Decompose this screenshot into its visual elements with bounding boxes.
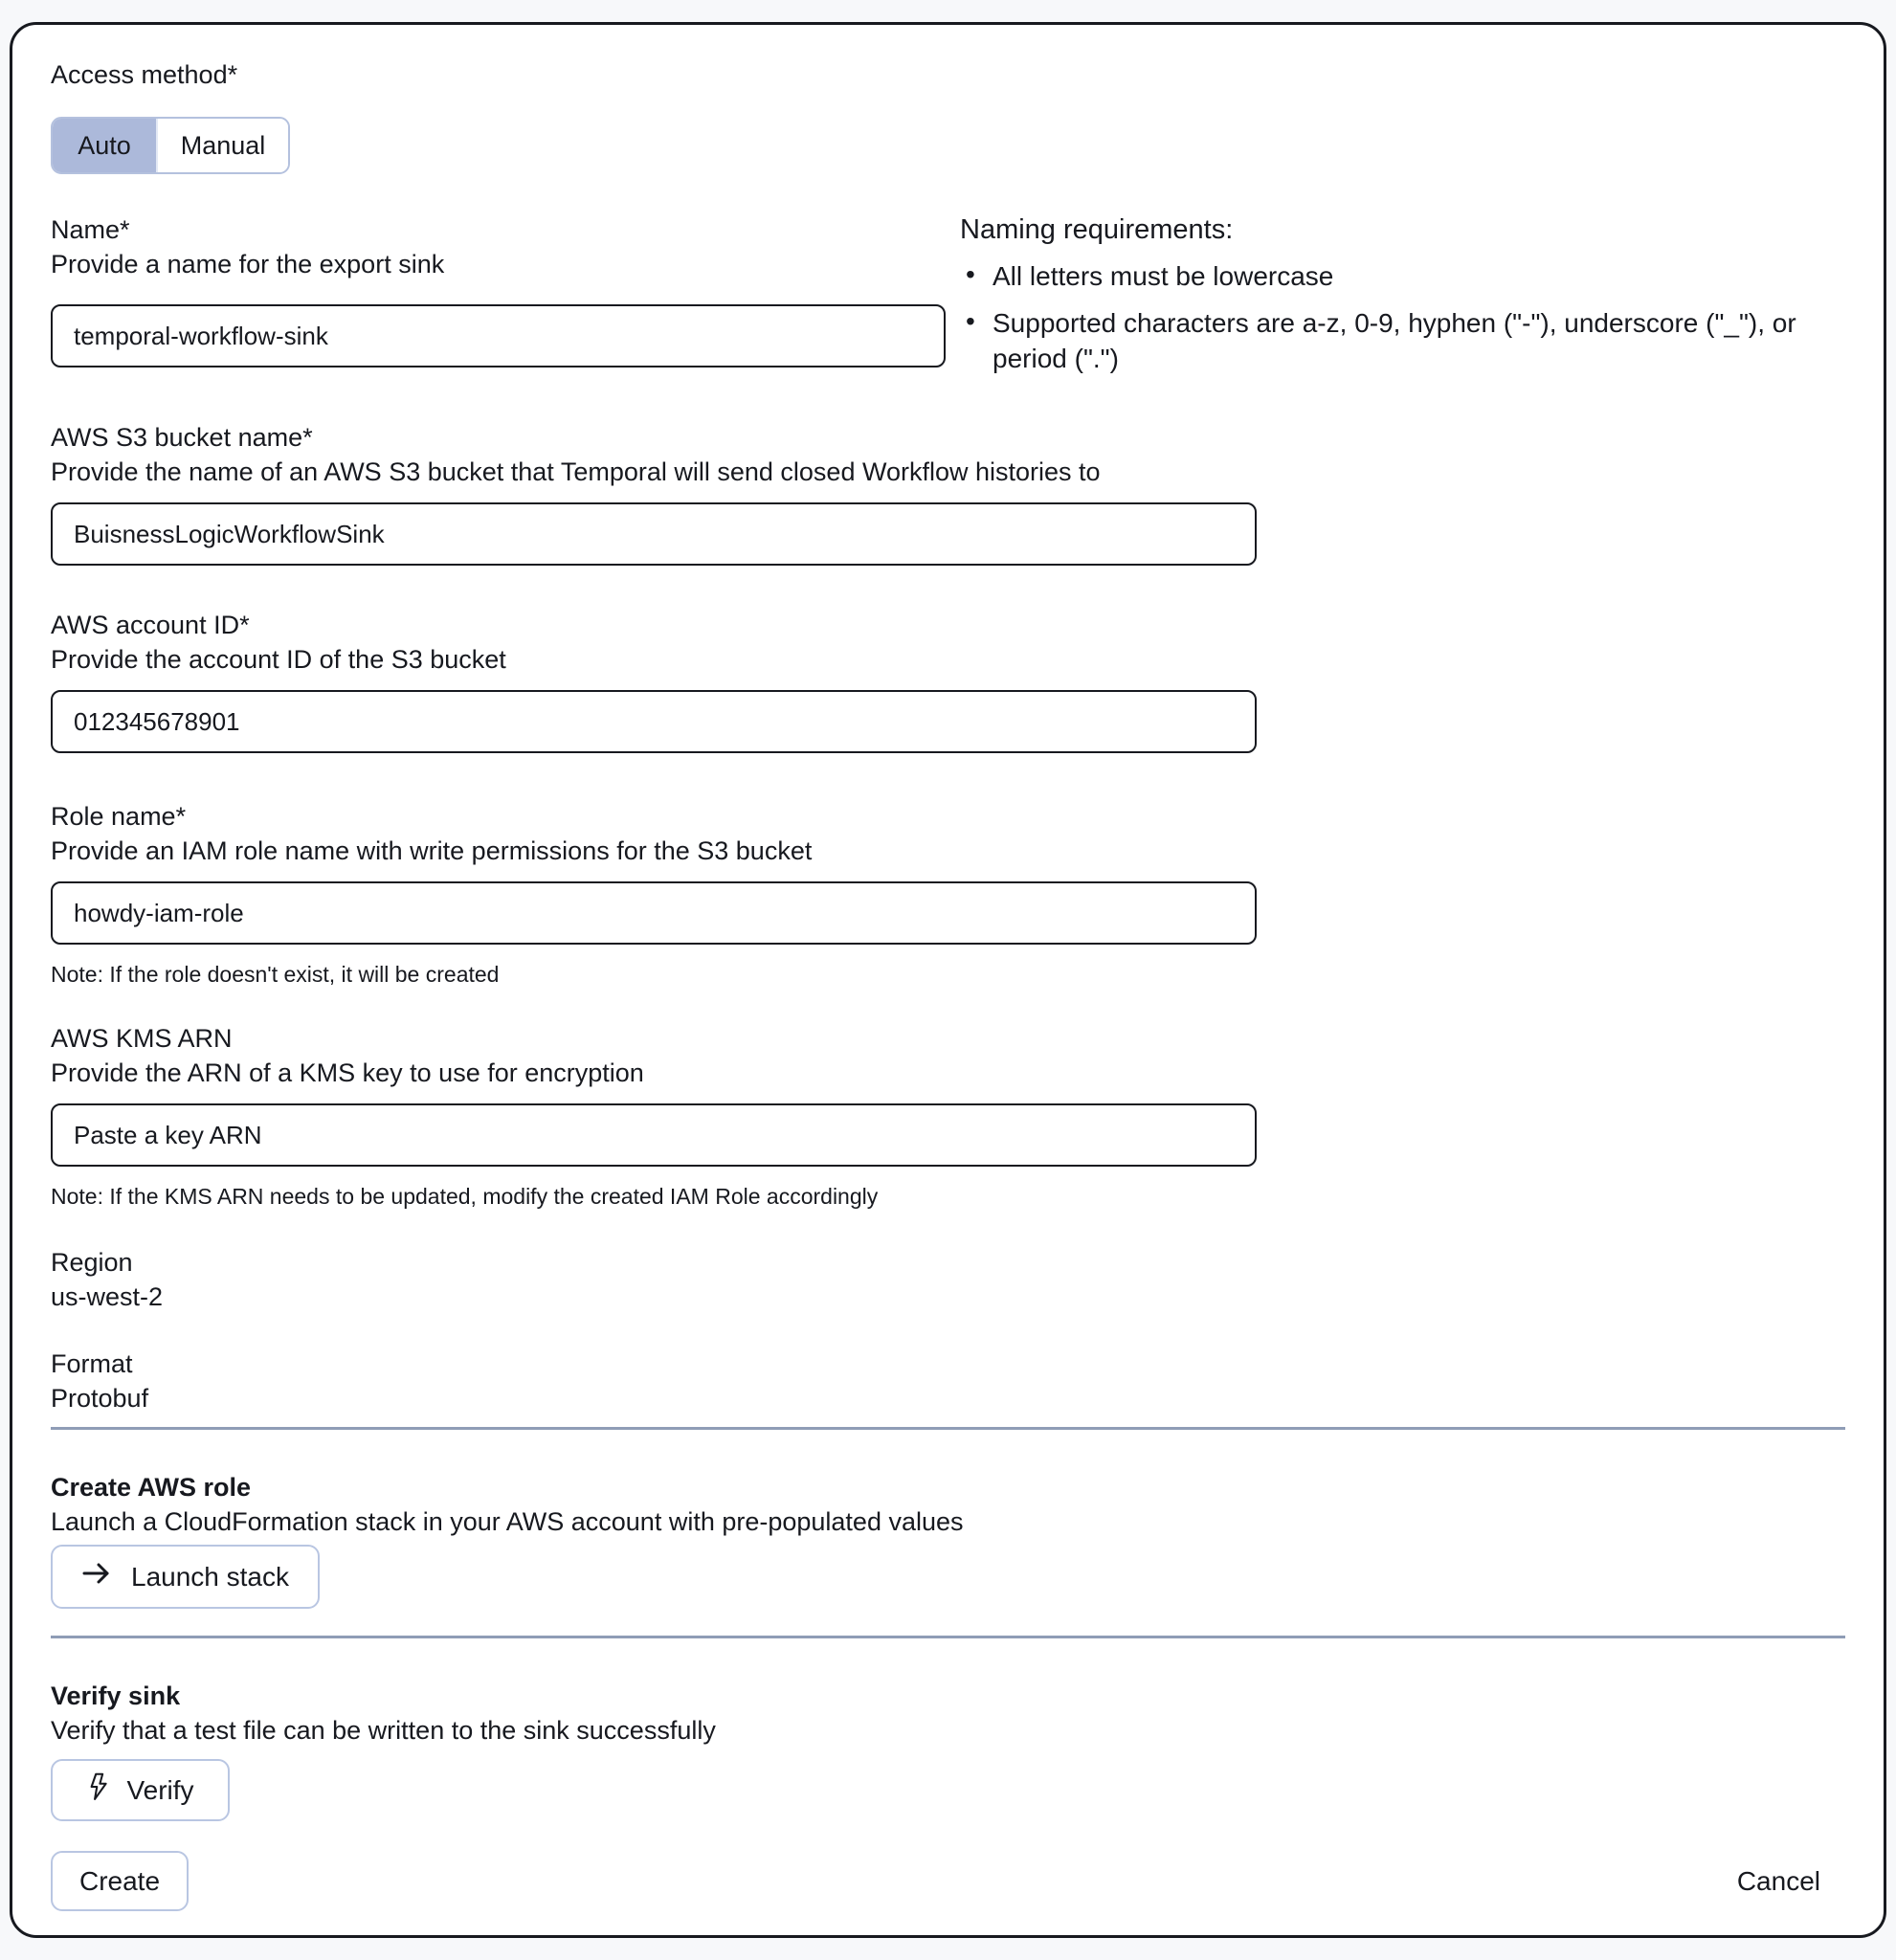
role-name-description: Provide an IAM role name with write permissions for the S3 bucket <box>51 836 813 865</box>
role-name-field-group <box>51 799 1845 989</box>
access-method-option-auto[interactable]: Auto <box>53 119 156 172</box>
region-label: Region <box>51 1248 133 1277</box>
kms-arn-input[interactable] <box>51 1103 1257 1167</box>
name-description: Provide a name for the export sink <box>51 250 445 278</box>
verify-sink-description: Verify that a test file can be written to the sink successfully <box>51 1716 716 1745</box>
bullet-icon: • <box>966 306 975 336</box>
create-aws-role-title: Create AWS role <box>51 1473 252 1502</box>
format-label: Format <box>51 1349 133 1378</box>
verify-button-label: Verify <box>126 1774 194 1805</box>
account-id-description: Provide the account ID of the S3 bucket <box>51 645 506 674</box>
form-footer <box>51 1851 1845 1911</box>
naming-requirement-item <box>960 305 1845 376</box>
format-readonly-field <box>51 1347 1845 1415</box>
s3-bucket-input[interactable] <box>51 502 1257 566</box>
cancel-button[interactable]: Cancel <box>1736 1865 1820 1896</box>
launch-stack-button-label: Launch stack <box>131 1561 289 1592</box>
access-method-label: Access method* <box>51 60 238 89</box>
name-label: Name* <box>51 215 130 244</box>
access-method-option-manual[interactable]: Manual <box>156 119 288 172</box>
account-id-field-group <box>51 608 1845 753</box>
verify-button[interactable] <box>51 1759 230 1821</box>
s3-bucket-description: Provide the name of an AWS S3 bucket that Temporal will send closed Workflow histories to <box>51 457 1101 486</box>
role-name-input[interactable] <box>51 881 1257 945</box>
bullet-icon: • <box>966 259 975 289</box>
access-method-toggle <box>51 117 290 174</box>
naming-requirements <box>960 212 1845 376</box>
section-divider <box>51 1427 1845 1430</box>
naming-requirement-item <box>960 258 1845 294</box>
role-name-note: Note: If the role doesn't exist, it will be created <box>51 962 500 987</box>
name-field-group <box>51 212 946 368</box>
s3-bucket-field-group <box>51 420 1845 566</box>
kms-arn-field-group <box>51 1021 1845 1211</box>
kms-arn-note: Note: If the KMS ARN needs to be updated, modify the created IAM Role accordingly <box>51 1184 879 1209</box>
verify-sink-section <box>51 1679 1845 1821</box>
section-divider <box>51 1636 1845 1638</box>
naming-requirement-text: Supported characters are a-z, 0-9, hyphen ("-"), underscore ("_"), or period (".") <box>993 308 1796 373</box>
create-aws-role-description: Launch a CloudFormation stack in your AWS account with pre-populated values <box>51 1507 964 1536</box>
create-aws-role-section <box>51 1470 1845 1609</box>
account-id-input[interactable] <box>51 690 1257 753</box>
kms-arn-description: Provide the ARN of a KMS key to use for encryption <box>51 1058 644 1087</box>
account-id-label: AWS account ID* <box>51 611 250 639</box>
export-sink-form-card <box>10 22 1886 1938</box>
kms-arn-label: AWS KMS ARN <box>51 1024 233 1053</box>
region-readonly-field <box>51 1245 1845 1314</box>
region-value: us-west-2 <box>51 1282 164 1311</box>
naming-requirements-list <box>960 258 1845 376</box>
arrow-right-icon <box>81 1561 112 1592</box>
naming-requirements-title: Naming requirements: <box>960 214 1234 245</box>
create-button[interactable]: Create <box>51 1851 189 1911</box>
launch-stack-button[interactable] <box>51 1545 320 1609</box>
lightning-icon <box>86 1772 111 1808</box>
role-name-label: Role name* <box>51 802 187 831</box>
verify-sink-title: Verify sink <box>51 1682 181 1710</box>
name-and-requirements-row <box>51 212 1845 376</box>
format-value: Protobuf <box>51 1384 149 1413</box>
naming-requirement-text: All letters must be lowercase <box>993 261 1334 291</box>
name-input[interactable] <box>51 304 946 368</box>
s3-bucket-label: AWS S3 bucket name* <box>51 423 313 452</box>
